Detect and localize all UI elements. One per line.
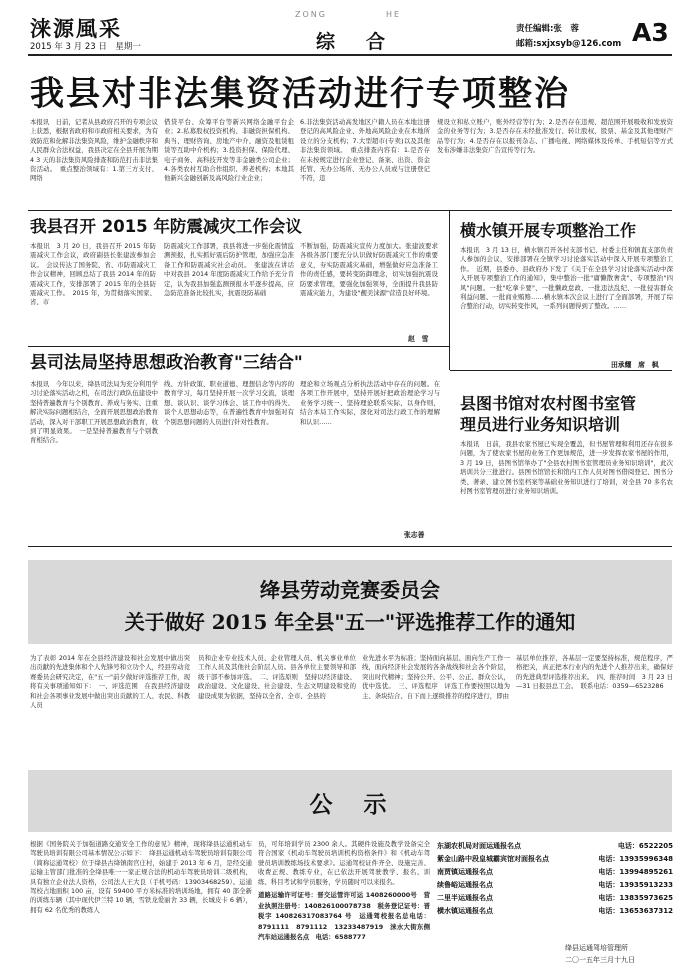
article4-headline: 县司法局坚持思想政治教育"三结合" [30, 353, 303, 373]
article1-col1: 本报讯 日前，记者从县政府召开的专项会议上获悉，根据省政府和市政府相关要求，为有效防范和化解非法集资风险，维护金融秩序和人民群众合法权益，我县决定在全县开展为期 4 3 天的非法集资风险排查和防范打击非法集资活动。 重点整治领域有：1.第三方支付、网络 [30, 118, 158, 183]
issue-date: 2015 年 3 月 23 日 星期一 [30, 42, 141, 52]
article1-col4: 规设立和私立账户，账外经营等行为；2.是否存在违规、超范围开展吸收和发放资金的业务等行为；3.是否存在未经批准发行、转让股权、股票、基金及其他理财产品等行为；4.是否存在以报刊杂志、广播电视、网络媒体及传单、手机短信等方式发布涉嫌非法集资广告宣传等行为。 [437, 118, 673, 155]
notice-org: 绛县劳动竞赛委员会 [260, 578, 440, 602]
contact-name: 横水镇运通报名点 [437, 907, 493, 915]
article3-byline: 田承耀 席 枫 [611, 361, 659, 369]
article2-headline: 我县召开 2015 年防震减灾工作会议 [30, 217, 302, 236]
masthead-rule [28, 54, 672, 56]
divider [28, 546, 672, 547]
masthead [0, 0, 700, 58]
public-notice-banner [28, 770, 672, 832]
contact-phone: 电话：13935996348 [598, 855, 673, 863]
article2-col2: 防震减灾工作部署，我县将进一步强化震情监测预报，扎实抓好震后防护管理，加强应急准备工作和防震减灾社会动员。 张建波在讲话中对我县 2014 年度防震减灾工作给予充分肯定，认为我县加强监测预报水平逐步提高，应急防范准备比较扎实，抗震设防基础 [164, 242, 294, 298]
article4-col1: 本报讯 今年以来，绛县司法局为充分利用学习讨论落实活动之机，在司法行政队伍建设中坚持普遍教育与个别教育、养成与务实、注重解决实际问题相结合，全面开展思想政治教育活动，深入对干部职工开展思想政治教育，收到了明显效果。 一是坚持普遍教育与个别教育相结合。 [30, 380, 158, 445]
section-pinyin-left: ZONG [295, 10, 327, 19]
article6-col2: 员和企业专业技术人员、企业管理人员、机关事业单位工作人员及其他社会阶层人员。县各单位主要领导和部级干部不参加评选。 二、评选原则 坚持以经济建设、政治建设、文化建设、社会建设、生态文明建设和党的建设成果为依据，坚持以全省、全市、全县的 [198, 654, 356, 700]
notice-headline: 关于做好 2015 年全县"五一"评选推荐工作的通知 [124, 610, 576, 634]
notice-sign-date: 二〇一五年三月十九日 [565, 956, 635, 964]
notice-banner [28, 560, 672, 644]
article5-body: 本报讯 日前，我县农家书屋已实现全覆盖，但书屋管理和利用还存在很多问题，为了使农家书屋的业务工作更加规范，进一步发挥农家书屋的作用，3 月 19 日，县图书馆举办了"全县农村图书室管理员业务知识培训"，此次培训共分三批进行。县图书馆馆长和馆内工作人员对图书借阅登记、图书分类、著录、建立图书室档案等基础业务知识进行了培训，对全县 70 多名农村图书室管理员进行业务知识培训。 [460, 440, 673, 496]
contact-phone: 电话：6522205 [617, 842, 673, 850]
editor-email: 邮箱:sxjxsyb@126.com [516, 39, 622, 49]
page-number: A3 [632, 18, 669, 47]
article2-col3: 不断加强，防震减灾宣传力度加大。张建波要求各级各部门要充分认识做好防震减灾工作的重要意义，夯实防震减灾基础，增强做好应急准备工作的责任感，要转变防御理念，切实加强抗震设防要求管理，要强化加强领导，全面提升我县防震减灾能力，为建设"靓美涞源"营造良好环境。 [300, 242, 438, 298]
contact-name: 二里半运通报名点 [437, 894, 493, 902]
contact-phone: 电话：13835973625 [598, 894, 673, 902]
article1-headline: 我县对非法集资活动进行专项整治 [30, 74, 570, 114]
divider [450, 370, 672, 371]
public-notice-heading: 公 示 [309, 791, 391, 818]
section-pinyin-right: HE [386, 10, 402, 19]
article4-col3: 理论和立场观点分析执法活动中存在的问题。在各项工作开展中，坚持开展好把政治理论学习与业务学习统一、坚持理论联系实际、以身作则，结合本局工作实际，深化对司法行政工作的理解和认识…… [300, 380, 440, 426]
contact-name: 紫金山路中段皇城霸宾馆对面报名点 [437, 855, 549, 863]
contact-row [437, 853, 673, 866]
vertical-divider [449, 211, 450, 370]
article4-col2: 线、方针政策、职业道德、理想信念等内容的教育学习，每月坚持开展一次学习交流，谈理想、谈认识、谈学习体会、谈工作中的得失、谈个人思想动态等，在普遍性教育中加强对有个别思想问题的人员进行针对性教育。 [164, 380, 294, 426]
notice-contact-list [437, 840, 673, 918]
article2-col1: 本报讯 3 月 20 日，我县召开 2015 年防震减灾工作会议，政府副县长张建波参加会议。 会议传达了国务院、省、市防震减灾工作会议精神，回顾总结了我县 2014 年的防震减灾工作，安排部署了 2015 年的全县防震减灾工作。 2015 年，为贯彻落实国家、省、市 [30, 242, 156, 307]
article6-col1: 为了表彰 2014 年在全县经济建设和社会发展中做出突出贡献的先进集体和个人先锋号和立功个人，经县劳动竞赛委员会研究决定，在"五一"前夕做好评选推荐工作，现将有关事项通知如下： 一、评选范围 在我县经济建设和社会各项事业发展中做出突出贡献的工人、农民、科教人员 [30, 654, 190, 710]
article4-byline: 张志善 [404, 531, 425, 539]
contact-phone: 电话：13935913233 [598, 881, 673, 889]
contact-row [437, 892, 673, 905]
notice-col2-bold: 道路运输许可证号：晋交运管许可运 1408260000号 营业执照注册号：140826100078738 税务登记证号：晋税字 140826317083764 号 运通驾校报名总电话：8791111 8791112 13233487919 涞水大街东侧汽车站运通报名点 电话：6588777 [258, 891, 430, 941]
article1-col3: 6.非法集资活动高发地区户籍人员在本地注册登记的高风险企业、外地高风险企业在本地所设立的分支机构；7.大型超市(专卖)以及其他非法集资领域。 重点排查内容有：1.是否存在未按规定进行企业登记、备案、出资、资金托管、无办公场所、无办公人员或与注册登记不符，违 [300, 118, 430, 183]
contact-row [437, 840, 673, 853]
article2-byline: 赵 雪 [408, 335, 429, 343]
article6-col4: 基层单位推荐，各基层一定要坚持标准，规范程序，严格把关，真正把本行业内的先进个人推荐出来，确保好的先进典型评选推荐出来。 四、推荐时间 3 月 23 日—31 日报县总工会。 联系电话：0359—6523286 [516, 654, 673, 691]
article3-headline: 横水镇开展专项整治工作 [460, 221, 637, 240]
notice-signature: 绛县运通驾培管理所 [565, 944, 628, 952]
contact-row [437, 866, 673, 879]
divider [28, 346, 449, 347]
contact-row [437, 905, 673, 918]
contact-name: 东湖农机局对面运通报名点 [437, 842, 521, 850]
contact-phone: 电话：13994895261 [598, 868, 673, 876]
notice-col2: 员，可年培训学员 2300 余人。其硬件设施及教学设备完全符合国家《机动车驾驶员培训机构资格条件》和《机动车驾驶员培训教练场技术要求》。运通驾校证件齐全、设施完善、收费正规、教练专业，在已依法开展驾驶教学、报名、训练、科目考试和学员服务，学员随时可以来报名。 [258, 840, 430, 886]
article5-headline-line1: 县图书馆对农村图书室管 [460, 394, 637, 413]
section-title-left: 综 [316, 31, 336, 53]
masthead-logo: 涞源風采 [30, 16, 122, 41]
contact-phone: 电话：13653637312 [598, 907, 673, 915]
article3-body: 本报讯 3 月 13 日，横水镇召开各村支部书记、村委主任和镇直支部负责人参加的会议，安排部署在全镇学习讨论落实活动中深入开展专项整治工作。 近期，县委办、县政府办下发了《关于在全县学习讨论落实活动中深入开展专项整治工作的通知》，集中整治一批"庸懒散奢贪"、专项整治"四风"问题。一批"吃拿卡要"、一批懒政怠政、一批违法乱纪、一批侵害群众利益问题、一批商业贿赂……横水镇本次会议上进行了全面部署，开展了综合整治行动，切实转变作风，一系列问题得到了整改。…… [460, 246, 673, 311]
contact-name: 续鲁峪运通报名点 [437, 881, 493, 889]
contact-name: 南贾镇运通报名点 [437, 868, 493, 876]
divider [28, 210, 672, 211]
article5-headline-line2: 理员进行业务知识培训 [460, 415, 621, 434]
article1-col2: 借贷平台、众筹平台等新兴网络金融平台企业；2.私募股权投资机构、非融资担保机构、典当、理财咨询、房地产中介、融资及租赁租赁等互助中介机构；3.投资担保、保险代理、电子商务、高科技开发等非金融类公司企业；4.各类农村互助合作组织、养老机构；本地其他新兴金融创新及高风险行业企业； [164, 118, 294, 183]
section-title-right: 合 [366, 31, 386, 53]
notice-col1: 根据《国务院关于加强道路交通安全工作的意见》精神，现将绛县运通机动车驾驶员培训有限公司基本情况公示如下： 绛县运通机动车驾驶员培训有限公司（简称运通驾校）位于绛县古绛镇南官庄村，始建于 2013 年 6 月，是经交通运输主管部门批准的全绛县唯一一家正规合法的机动车驾驶员培训二级机构，具有独立企业法人资格，公司法人王大良（手机号码：13903468259）。运通驾校占地面积 100 亩，设有 59400 平方米标准的培训场地，拥有 40 部全新的训练车辆（其中现代伊兰特 10 辆，雪铁龙爱丽舍 33 辆，长城皮卡 6 辆），拥有 62 名优秀的教练人 [30, 840, 252, 914]
contact-row [437, 879, 673, 892]
article6-col3: 业先进水平为标准；坚持面向基层、面向生产工作一线，面向经济社会发展的各条战线和社会各个阶层，突出时代精神；坚持公开、公平、公正、群众公认，优中选优。 三、评选程序 评选工作要按照以地为主、条块结合、自下而上逐级推荐的程序进行，即由 [362, 654, 510, 700]
editor-label: 责任编辑:张 蓉 [516, 24, 579, 34]
